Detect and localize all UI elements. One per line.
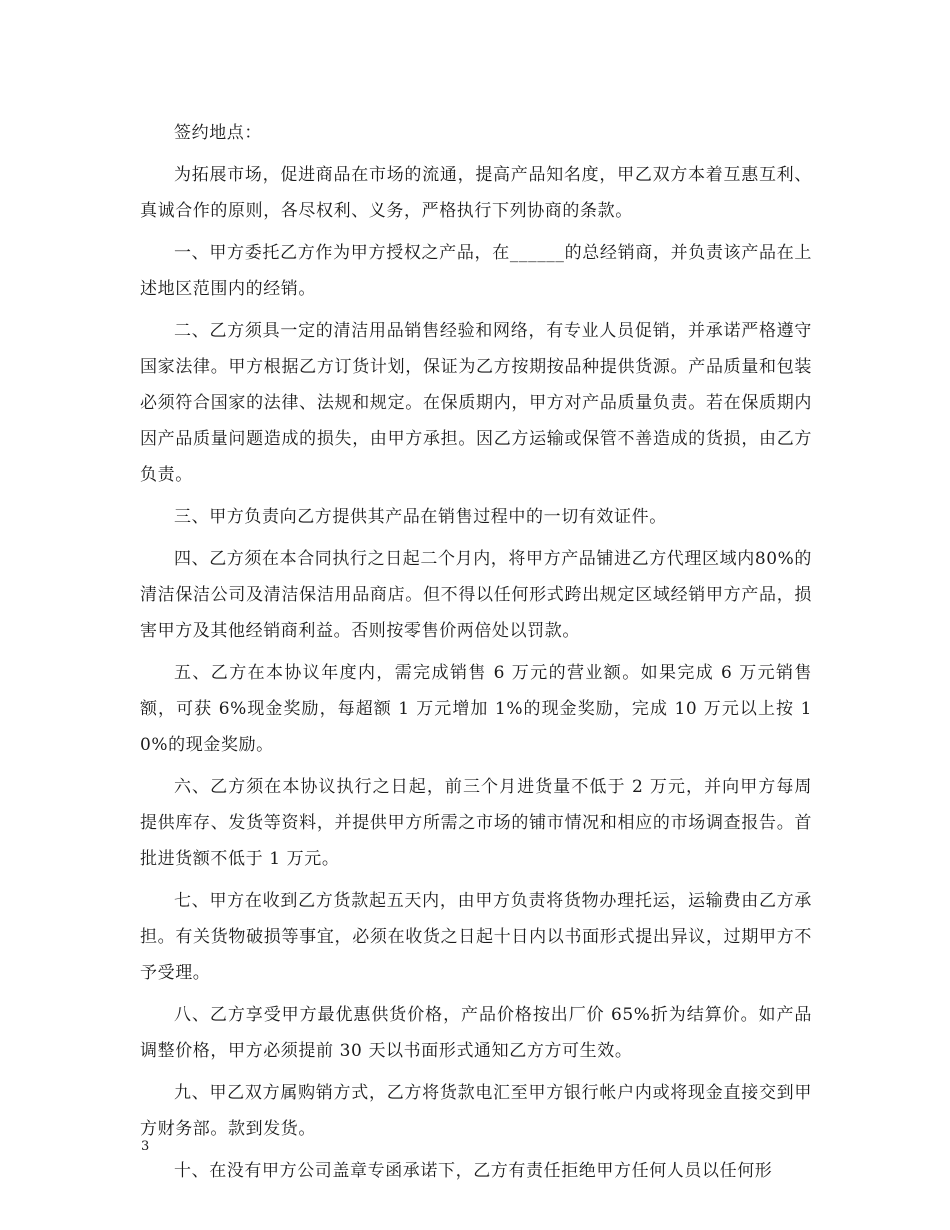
paragraph-clause-2: 二、乙方须具一定的清洁用品销售经验和网络，有专业人员促销，并承诺严格遵守国家法律。甲方根据乙方订货计划，保证为乙方按期按品种提供货源。产品质量和包装必须符合国家的法律、法规和规定。在保质期内，甲方对产品质量负责。若在保质期内因产品质量问题造成的损失，由甲方承担。因乙方运输或保管不善造成的货损，由乙方负责。 [140, 321, 812, 485]
paragraph-clause-6: 六、乙方须在本协议执行之日起，前三个月进货量不低于 2 万元，并向甲方每周提供库存、发货等资料，并提供甲方所需之市场的铺市情况和相应的市场调查报告。首批进货额不低于 1 万元。 [140, 777, 812, 869]
page-number: 3 [141, 1139, 150, 1154]
paragraph-clause-5: 五、乙方在本协议年度内，需完成销售 6 万元的营业额。如果完成 6 万元销售额，可获 6%现金奖励，每超额 1 万元增加 1%的现金奖励，完成 10 万元以上按 10%的现金奖励。 [140, 663, 812, 755]
paragraph-clause-10: 十、在没有甲方公司盖章专函承诺下，乙方有责任拒绝甲方任何人员以任何形 [174, 1161, 773, 1181]
paragraph-clause-3: 三、甲方负责向乙方提供其产品在销售过程中的一切有效证件。 [174, 507, 667, 527]
paragraph-clause-4: 四、乙方须在本合同执行之日起二个月内，将甲方产品铺进乙方代理区域内80%的清洁保洁公司及清洁保洁用品商店。但不得以任何形式跨出规定区域经销甲方产品，损害甲方及其他经销商利益。否则按零售价两倍处以罚款。 [140, 549, 812, 641]
paragraph-signing-place: 签约地点： [174, 123, 262, 143]
paragraph-preamble: 为拓展市场，促进商品在市场的流通，提高产品知名度，甲乙双方本着互惠互利、真诚合作的原则，各尽权利、义务，严格执行下列协商的条款。 [140, 165, 812, 221]
paragraph-clause-8: 八、乙方享受甲方最优惠供货价格，产品价格按出厂价 65%折为结算价。如产品调整价格，甲方必须提前 30 天以书面形式通知乙方方可生效。 [140, 1005, 812, 1061]
document-body [140, 115, 812, 1195]
paragraph-clause-7: 七、甲方在收到乙方货款起五天内，由甲方负责将货物办理托运，运输费由乙方承担。有关货物破损等事宜，必须在收货之日起十日内以书面形式提出异议，过期甲方不予受理。 [140, 891, 812, 983]
paragraph-clause-9: 九、甲乙双方属购销方式，乙方将货款电汇至甲方银行帐户内或将现金直接交到甲方财务部。款到发货。 [140, 1083, 812, 1139]
paragraph-clause-1: 一、甲方委托乙方作为甲方授权之产品，在______的总经销商，并负责该产品在上述地区范围内的经销。 [140, 243, 812, 299]
